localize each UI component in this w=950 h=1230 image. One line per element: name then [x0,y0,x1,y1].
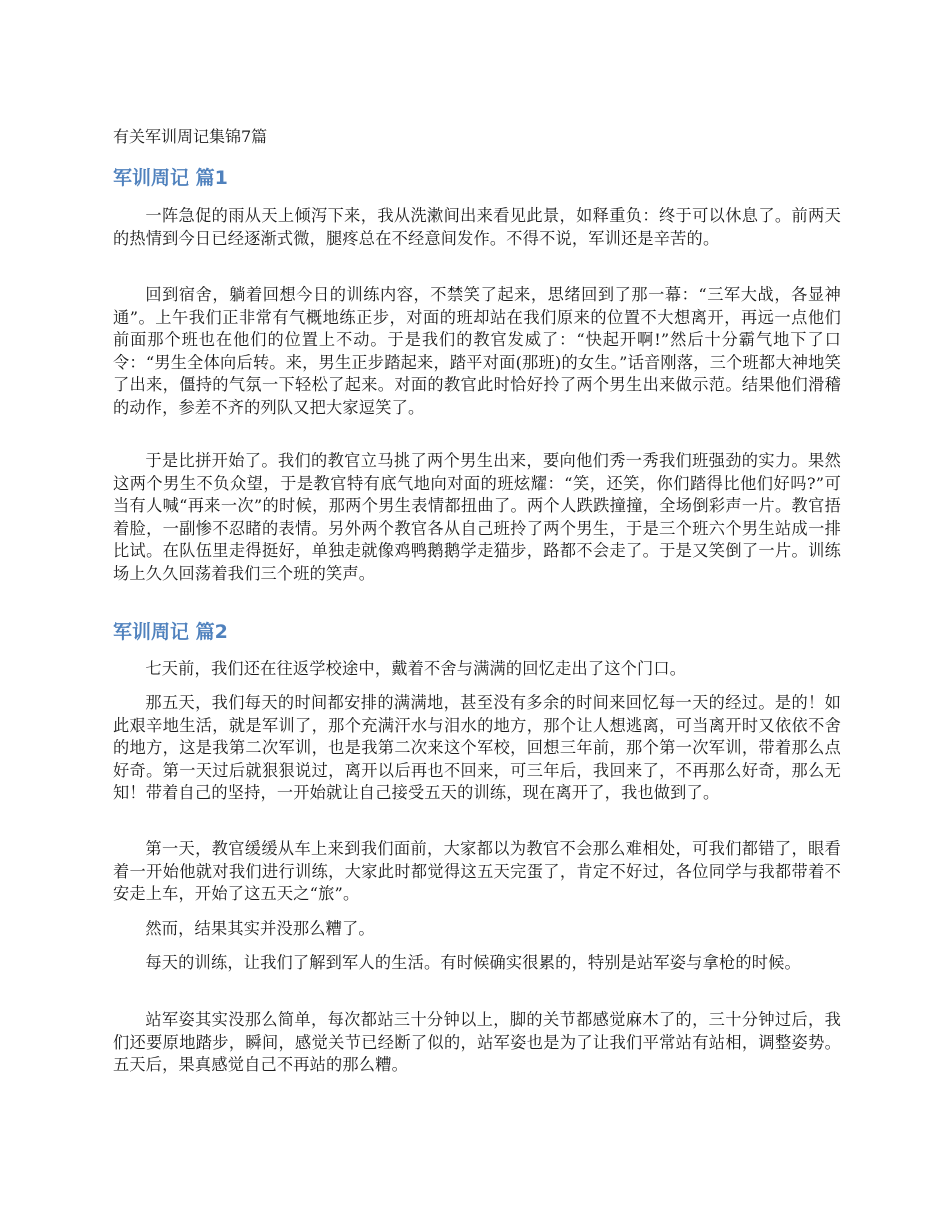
paragraph-text: 七天前，我们还在往返学校途中，戴着不舍与满满的回忆走出了这个门口。 [145,659,687,678]
paragraph [113,838,841,906]
paragraph-text: 然而，结果其实并没那么糟了。 [145,919,375,938]
paragraph-text: 于是比拼开始了。我们的教官立马挑了两个男生出来，要向他们秀一秀我们班强劲的实力。果然这两个男生不负众望，于是教官特有底气地向对面的班炫耀：“笑，还笑，你们踏得比他们好吗?”可当有人喊“再来一次”的时候，那两个男生表情都扭曲了。两个人跌跌撞撞，全场倒彩声一片。教官捂着脸，一副惨不忍睹的表情。另外两个教官各从自己班拎了两个男生，于是三个班六个男生站成一排比试。在队伍里走得挺好，单独走就像鸡鸭鹅鹅学走猫步，路都不会走了。于是又笑倒了一片。训练场上久久回荡着我们三个班的笑声。 [113,451,841,583]
paragraph [113,205,841,250]
section-1 [113,165,841,191]
section-heading: 军训周记 篇2 [113,621,228,643]
paragraph-text: 第一天，教官缓缓从车上来到我们面前，大家都以为教官不会那么难相处，可我们都错了，眼看着一开始他就对我们进行训练，大家此时都觉得这五天完蛋了，肯定不好过，各位同学与我都带着不安走上车，开始了这五天之“旅”。 [113,839,841,903]
section-heading: 军训周记 篇1 [113,167,228,189]
paragraph [113,952,841,975]
paragraph-text: 那五天，我们每天的时间都安排的满满地，甚至没有多余的时间来回忆每一天的经过。是的！如此艰辛地生活，就是军训了，那个充满汗水与泪水的地方，那个让人想逃离，可当离开时又依依不舍的地方，这是我第二次军训，也是我第二次来这个军校，回想三年前，那个第一次军训，带着那么点好奇。第一天过后就狠狠说过，离开以后再也不回来，可三年后，我回来了，不再那么好奇，那么无知！带着自己的坚持，一开始就让自己接受五天的训练，现在离开了，我也做到了。 [113,693,841,802]
paragraph [113,658,841,681]
paragraph [113,692,841,805]
paragraph-text: 回到宿舍，躺着回想今日的训练内容，不禁笑了起来，思绪回到了那一幕：“三军大战，各显神通”。上午我们正非常有气概地练正步，对面的班却站在我们原来的位置不大想离开，再远一点他们前面那个班也在他们的位置上不动。于是我们的教官发威了：“快起开啊!”然后十分霸气地下了口令：“男生全体向后转。来，男生正步踏起来，踏平对面(那班)的女生。”话音刚落，三个班都大神地笑了出来，僵持的气氛一下轻松了起来。对面的教官此时恰好拎了两个男生出来做示范。结果他们滑稽的动作，参差不齐的列队又把大家逗笑了。 [113,285,841,417]
paragraph-text: 站军姿其实没那么简单，每次都站三十分钟以上，脚的关节都感觉麻木了的，三十分钟过后，我们还要原地踏步，瞬间，感觉关节已经断了似的，站军姿也是为了让我们平常站有站相，调整姿势。五天后，果真感觉自己不再站的那么糟。 [113,1010,841,1074]
paragraph [113,450,841,585]
paragraph [113,918,841,941]
document-title: 有关军训周记集锦7篇 [113,127,268,146]
paragraph [113,1009,841,1077]
paragraph [113,284,841,419]
paragraph-text: 每天的训练，让我们了解到军人的生活。有时候确实很累的，特别是站军姿与拿枪的时候。 [145,953,801,972]
paragraph-text: 一阵急促的雨从天上倾泻下来，我从洗漱间出来看见此景，如释重负：终于可以休息了。前两天的热情到今日已经逐渐式微，腿疼总在不经意间发作。不得不说，军训还是辛苦的。 [113,206,841,248]
section-2 [113,619,841,645]
